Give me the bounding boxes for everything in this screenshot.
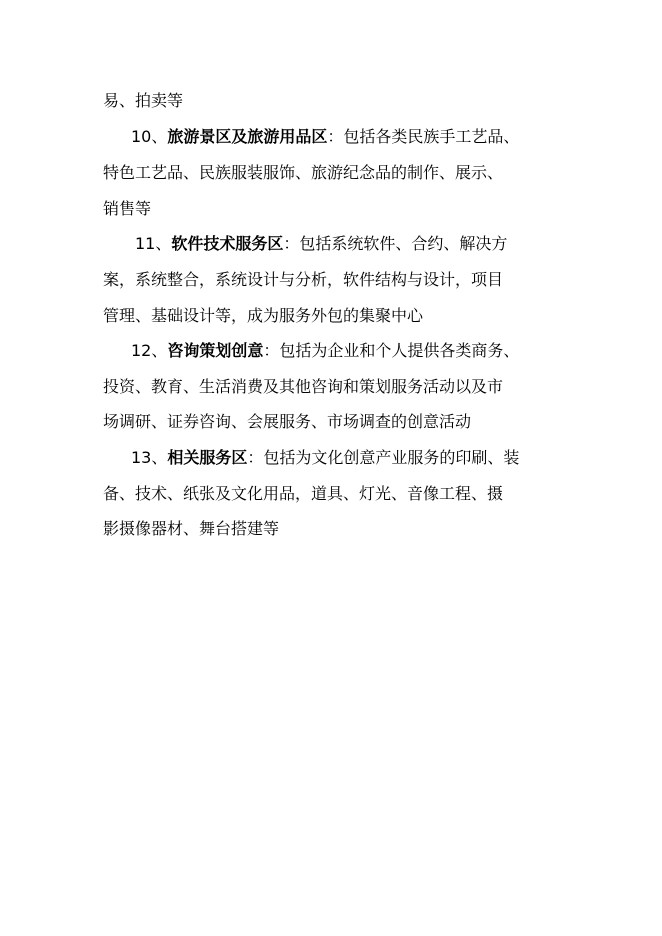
- item-number: 11、: [135, 234, 172, 253]
- item-heading: 咨询策划创意: [167, 341, 264, 360]
- item-number: 13、: [131, 448, 168, 467]
- text-run: 管理、基础设计等，成为服务外包的集聚中心: [103, 306, 424, 325]
- item-11-line-3: [103, 306, 423, 326]
- text-run: ：包括各类民族手工艺品、: [327, 127, 520, 146]
- item-11-line-1: [135, 234, 507, 254]
- item-13-line-1: [131, 448, 519, 468]
- item-12-line-2: [103, 377, 503, 397]
- item-number: 12、: [131, 341, 168, 360]
- item-10-line-2: [103, 163, 503, 183]
- text-run: 影摄像器材、舞台搭建等: [103, 519, 280, 538]
- text-run: ：包括为企业和个人提供各类商务、: [263, 341, 520, 360]
- text-run: 销售等: [103, 199, 152, 218]
- text-line: [103, 91, 183, 111]
- item-12-line-3: [103, 412, 471, 432]
- item-10-line-3: [103, 199, 151, 219]
- text-run: ：包括系统软件、合约、解决方: [283, 234, 508, 253]
- item-10-line-1: [131, 127, 519, 147]
- item-13-line-2: [103, 484, 503, 504]
- text-run: 备、技术、纸张及文化用品，道具、灯光、音像工程、摄: [103, 484, 504, 503]
- item-11-line-2: [103, 270, 503, 290]
- item-number: 10、: [131, 127, 168, 146]
- text-run: 易、拍卖等: [103, 91, 184, 110]
- item-heading: 相关服务区: [167, 448, 248, 467]
- item-heading: 软件技术服务区: [171, 234, 284, 253]
- item-heading: 旅游景区及旅游用品区: [167, 127, 328, 146]
- text-run: 投资、教育、生活消费及其他咨询和策划服务活动以及市: [103, 377, 504, 396]
- text-run: 场调研、证券咨询、会展服务、市场调查的创意活动: [103, 412, 472, 431]
- text-run: ：包括为文化创意产业服务的印刷、装: [247, 448, 520, 467]
- text-run: 特色工艺品、民族服装服饰、旅游纪念品的制作、展示、: [103, 163, 504, 182]
- text-run: 案，系统整合，系统设计与分析，软件结构与设计，项目: [103, 270, 504, 289]
- item-13-line-3: [103, 519, 279, 539]
- item-12-line-1: [131, 341, 519, 361]
